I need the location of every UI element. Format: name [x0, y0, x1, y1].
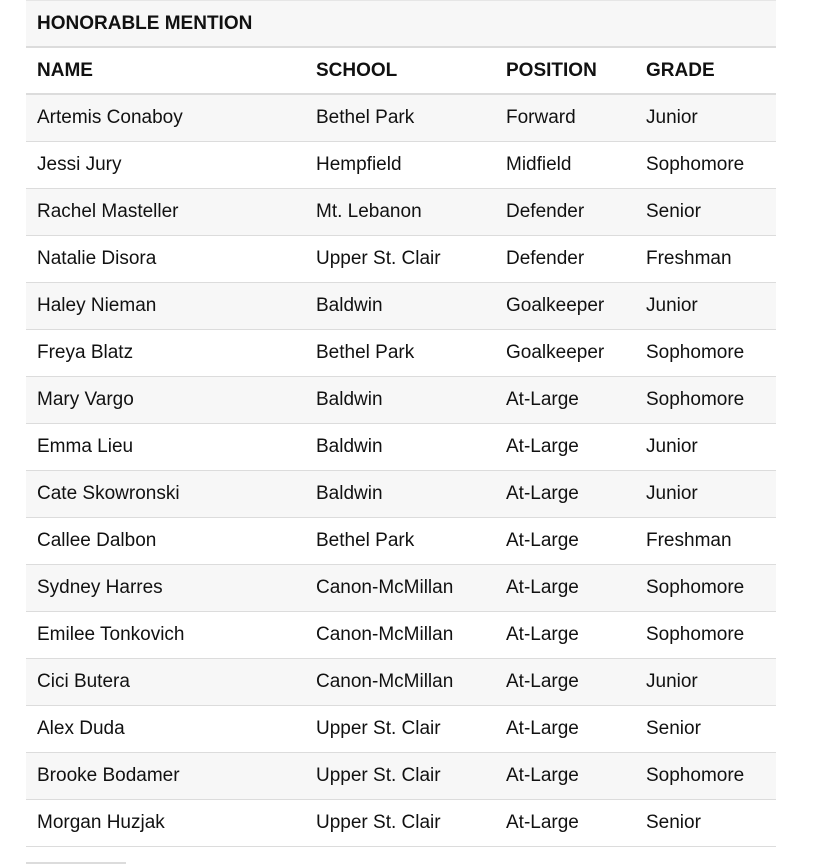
- cell-name: Rachel Masteller: [26, 189, 305, 236]
- column-header-name: NAME: [26, 47, 305, 94]
- table-row: [26, 753, 776, 800]
- column-header-grade: GRADE: [635, 47, 776, 94]
- table-row: [26, 565, 776, 612]
- table-row: [26, 706, 776, 753]
- table-row: [26, 142, 776, 189]
- table-row: [26, 424, 776, 471]
- cell-position: At-Large: [495, 377, 635, 424]
- cell-name: Brooke Bodamer: [26, 753, 305, 800]
- cell-grade: Sophomore: [635, 142, 776, 189]
- cell-name: Haley Nieman: [26, 283, 305, 330]
- cell-grade: Sophomore: [635, 377, 776, 424]
- honorable-mention-table-container: [26, 0, 776, 847]
- table-body: [26, 94, 776, 847]
- cell-position: At-Large: [495, 518, 635, 565]
- cell-position: At-Large: [495, 706, 635, 753]
- cell-grade: Freshman: [635, 518, 776, 565]
- cell-school: Baldwin: [305, 471, 495, 518]
- cell-grade: Junior: [635, 471, 776, 518]
- table-row: [26, 94, 776, 142]
- table-row: [26, 236, 776, 283]
- cell-position: Midfield: [495, 142, 635, 189]
- divider: [26, 862, 126, 864]
- cell-school: Upper St. Clair: [305, 236, 495, 283]
- cell-grade: Sophomore: [635, 330, 776, 377]
- cell-school: Bethel Park: [305, 330, 495, 377]
- table-header-row: [26, 47, 776, 94]
- cell-school: Upper St. Clair: [305, 800, 495, 847]
- cell-position: At-Large: [495, 800, 635, 847]
- cell-name: Freya Blatz: [26, 330, 305, 377]
- cell-school: Baldwin: [305, 377, 495, 424]
- table-caption: HONORABLE MENTION: [26, 1, 776, 48]
- cell-grade: Junior: [635, 424, 776, 471]
- cell-grade: Junior: [635, 94, 776, 142]
- cell-position: At-Large: [495, 659, 635, 706]
- table-row: [26, 518, 776, 565]
- column-header-school: SCHOOL: [305, 47, 495, 94]
- cell-position: Goalkeeper: [495, 283, 635, 330]
- cell-name: Cici Butera: [26, 659, 305, 706]
- cell-school: Bethel Park: [305, 94, 495, 142]
- cell-name: Callee Dalbon: [26, 518, 305, 565]
- table-row: [26, 283, 776, 330]
- table-row: [26, 377, 776, 424]
- cell-school: Baldwin: [305, 424, 495, 471]
- cell-school: Hempfield: [305, 142, 495, 189]
- cell-school: Canon-McMillan: [305, 659, 495, 706]
- cell-grade: Freshman: [635, 236, 776, 283]
- cell-grade: Senior: [635, 800, 776, 847]
- honorable-mention-table: [26, 0, 776, 847]
- cell-grade: Sophomore: [635, 612, 776, 659]
- cell-school: Canon-McMillan: [305, 612, 495, 659]
- table-row: [26, 471, 776, 518]
- cell-position: At-Large: [495, 612, 635, 659]
- cell-position: Goalkeeper: [495, 330, 635, 377]
- cell-position: Forward: [495, 94, 635, 142]
- cell-position: At-Large: [495, 471, 635, 518]
- cell-name: Emma Lieu: [26, 424, 305, 471]
- cell-position: Defender: [495, 189, 635, 236]
- cell-grade: Senior: [635, 706, 776, 753]
- cell-grade: Senior: [635, 189, 776, 236]
- cell-school: Upper St. Clair: [305, 706, 495, 753]
- table-row: [26, 612, 776, 659]
- cell-name: Cate Skowronski: [26, 471, 305, 518]
- table-row: [26, 189, 776, 236]
- cell-name: Alex Duda: [26, 706, 305, 753]
- cell-name: Sydney Harres: [26, 565, 305, 612]
- cell-name: Emilee Tonkovich: [26, 612, 305, 659]
- cell-name: Mary Vargo: [26, 377, 305, 424]
- table-row: [26, 800, 776, 847]
- cell-school: Mt. Lebanon: [305, 189, 495, 236]
- cell-grade: Sophomore: [635, 753, 776, 800]
- cell-school: Baldwin: [305, 283, 495, 330]
- cell-position: At-Large: [495, 565, 635, 612]
- cell-school: Upper St. Clair: [305, 753, 495, 800]
- cell-name: Morgan Huzjak: [26, 800, 305, 847]
- cell-grade: Junior: [635, 659, 776, 706]
- cell-name: Natalie Disora: [26, 236, 305, 283]
- cell-position: At-Large: [495, 424, 635, 471]
- cell-name: Artemis Conaboy: [26, 94, 305, 142]
- table-row: [26, 659, 776, 706]
- column-header-position: POSITION: [495, 47, 635, 94]
- table-row: [26, 330, 776, 377]
- table-caption-row: [26, 1, 776, 48]
- cell-school: Bethel Park: [305, 518, 495, 565]
- cell-position: Defender: [495, 236, 635, 283]
- cell-grade: Sophomore: [635, 565, 776, 612]
- cell-name: Jessi Jury: [26, 142, 305, 189]
- cell-position: At-Large: [495, 753, 635, 800]
- cell-grade: Junior: [635, 283, 776, 330]
- cell-school: Canon-McMillan: [305, 565, 495, 612]
